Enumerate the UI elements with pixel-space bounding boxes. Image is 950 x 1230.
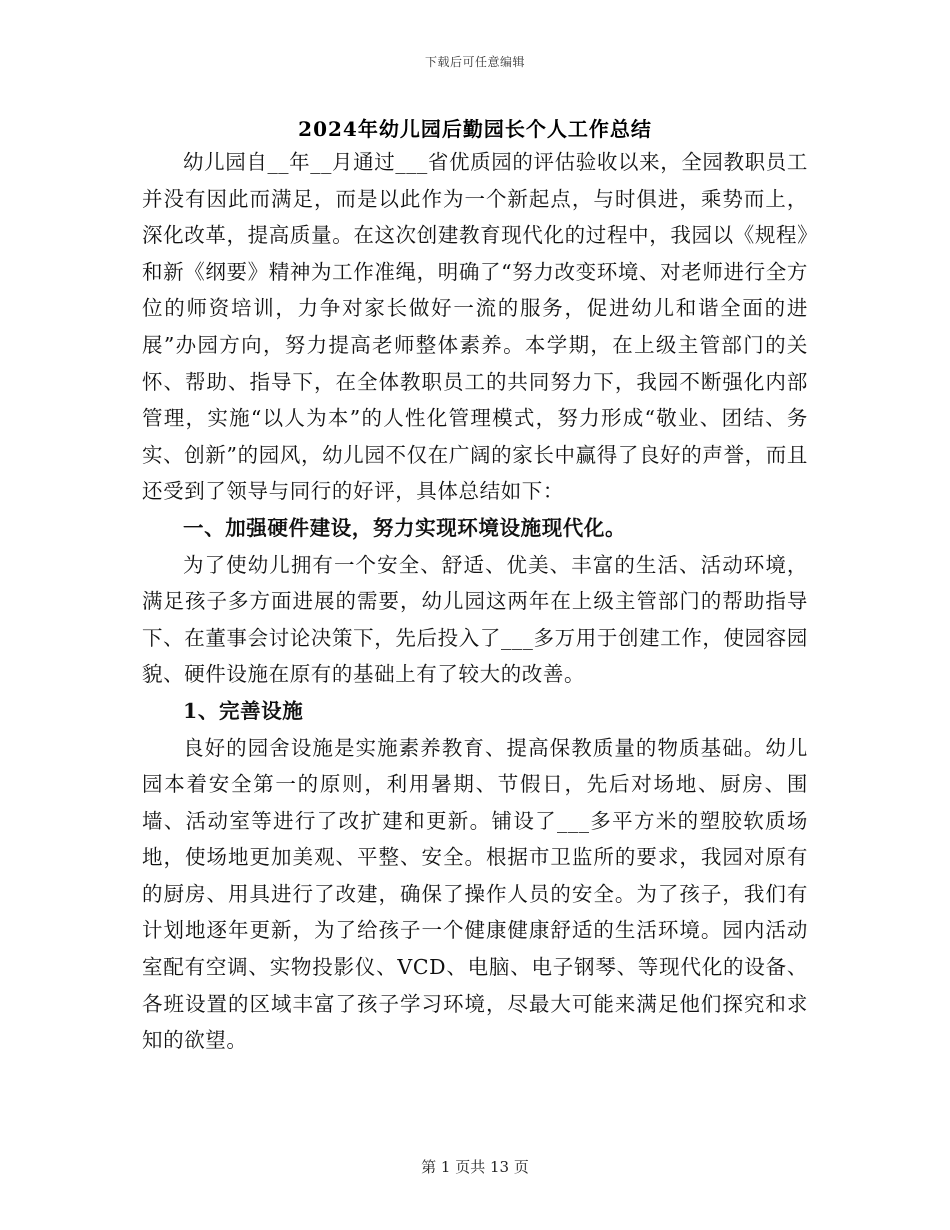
subsection-heading-1: 1、完善设施 [183,698,304,723]
intro-paragraph: 幼儿园自__年__月通过___省优质园的评估验收以来，全园教职员工并没有因此而满足，而是以此作为一个新起点，与时俱进，乘势而上，深化改革，提高质量。在这次创建教育现代化的过程中，我园以《规程》和新《纲要》精神为工作准绳，明确了“努力改变环境、对老师进行全方位的师资培训，力争对家长做好一流的服务，促进幼儿和谐全面的进展”办园方向，努力提高老师整体素养。本学期，在上级主管部门的关怀、帮助、指导下，在全体教职员工的共同努力下，我园不断强化内部管理，实施“以人为本”的人性化管理模式，努力形成“敬业、团结、务实、创新”的园风，幼儿园不仅在广阔的家长中赢得了良好的声誉，而且还受到了领导与同行的好评，具体总结如下： [142,150,808,504]
section-1-paragraph: 为了使幼儿拥有一个安全、舒适、优美、丰富的生活、活动环境，满足孩子多方面进展的需要，幼儿园这两年在上级主管部门的帮助指导下、在董事会讨论决策下，先后投入了___多万用于创建工作，使园容园貌、硬件设施在原有的基础上有了较大的改善。 [142,552,808,687]
section-heading-1: 一、加强硬件建设，努力实现环境设施现代化。 [183,515,627,540]
page-number-footer: 第 1 页共 13 页 [421,1158,529,1176]
document-title: 2024年幼儿园后勤园长个人工作总结 [298,117,652,141]
document-body [142,144,808,1059]
header-note: 下载后可任意编辑 [424,55,525,69]
subsection-1-paragraph: 良好的园舍设施是实施素养教育、提高保教质量的物质基础。幼儿园本着安全第一的原则，利用暑期、节假日，先后对场地、厨房、围墙、活动室等进行了改扩建和更新。铺设了___多平方米的塑胶软质场地，使场地更加美观、平整、安全。根据市卫监所的要求，我园对原有的厨房、用具进行了改建，确保了操作人员的安全。为了孩子，我们有计划地逐年更新，为了给孩子一个健康健康舒适的生活环境。园内活动室配有空调、实物投影仪、VCD、电脑、电子钢琴、等现代化的设备、各班设置的区域丰富了孩子学习环境，尽最大可能来满足他们探究和求知的欲望。 [142,735,808,1053]
